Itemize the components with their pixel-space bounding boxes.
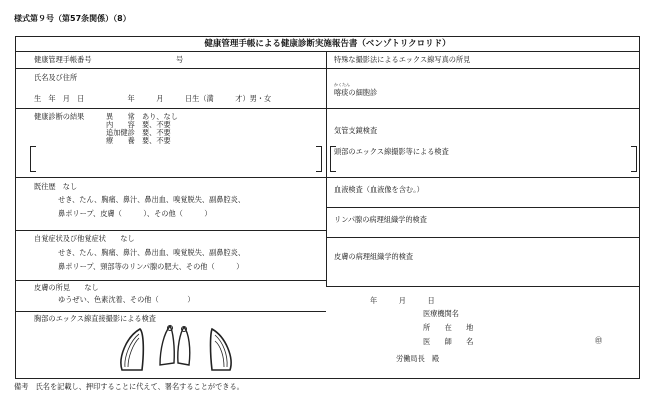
- report-title: 健康管理手帳による健康診断実施報告書（ベンゾトリクロリド）: [204, 39, 451, 49]
- exam-left-bracket: [30, 146, 36, 172]
- report-date: 年 月 日: [370, 296, 435, 305]
- birth-date-line: 生 年 月 日 年 月 日生（満 才）男・女: [34, 94, 272, 103]
- exam-result-abnormal: 異 常 あり、なし: [106, 112, 178, 121]
- left-divider-1: [15, 68, 326, 69]
- bronchoscopy-label: 気管支鏡検査: [334, 126, 378, 135]
- exam-result-options: [106, 113, 178, 145]
- form-number: 様式第９号（第57条関係）（8）: [14, 14, 131, 23]
- medical-institution-label: 医療機関名: [423, 309, 459, 318]
- seal-mark: ㊞: [595, 336, 603, 345]
- labor-bureau-addressee: 労働局長 殿: [396, 354, 440, 363]
- symptoms-label: 自覚症状及び他覚症状 なし: [34, 234, 135, 243]
- sputum-cytology-text: 喀痰の細胞診: [334, 88, 378, 97]
- title-divider: [15, 51, 640, 52]
- right-left-bracket: [330, 146, 336, 172]
- skin-findings-label: 皮膚の所見 なし: [34, 283, 99, 292]
- skin-pathology-label: 皮膚の病理組織学的検査: [334, 252, 414, 261]
- lymph-node-pathology-label: リンパ腺の病理組織学的検査: [334, 215, 427, 224]
- right-divider-1: [326, 68, 640, 69]
- right-right-bracket: [631, 146, 637, 172]
- left-divider-2: [15, 108, 326, 109]
- sputum-ruby: かくたん: [334, 82, 350, 87]
- past-history-line-2: 鼻ポリープ、皮膚（ ）、その他（ ）: [58, 209, 212, 218]
- booklet-number-label: 健康管理手帳番号: [34, 55, 92, 64]
- exam-result-additional: 追加健診 要、不要: [106, 128, 171, 137]
- doctor-name-label: 医 師 名: [423, 337, 474, 346]
- booklet-number-suffix: 号: [176, 55, 184, 64]
- exam-result-content: 内 容 要、不要: [106, 120, 171, 129]
- left-divider-6: [15, 311, 326, 312]
- past-history-label: 既往歴 なし: [34, 182, 78, 191]
- skin-findings-line: ゆうぜい、色素沈着、その他（ ）: [58, 295, 195, 304]
- right-divider-4: [326, 207, 640, 208]
- sputum-cytology-label: [334, 82, 378, 97]
- blood-test-label: 血液検査（血液像を含む。）: [334, 185, 424, 194]
- right-divider-6: [326, 286, 640, 287]
- chest-xray-label: 胸部のエックス線直接撮影による検査: [34, 314, 156, 323]
- exam-result-label: 健康診断の結果: [34, 112, 85, 121]
- name-address-label: 氏名及び住所: [34, 73, 78, 82]
- symptoms-line-2: 鼻ポリープ、頸部等のリンパ腺の肥大、その他（ ）: [58, 262, 244, 271]
- lung-diagram-icon: [112, 323, 242, 373]
- head-xray-label: 頭部のエックス線撮影等による検査: [334, 147, 449, 156]
- past-history-line-1: せき、たん、胸痛、鼻汁、鼻出血、嗅覚脱失、副鼻腔炎、: [58, 195, 246, 204]
- center-divider: [326, 51, 327, 286]
- exam-right-bracket: [316, 146, 322, 172]
- right-divider-3: [326, 177, 640, 178]
- symptoms-line-1: せき、たん、胸痛、鼻汁、鼻出血、嗅覚脱失、副鼻腔炎、: [58, 248, 246, 257]
- special-xray-label: 特殊な撮影法によるエックス線写真の所見: [334, 55, 471, 64]
- right-divider-2: [326, 108, 640, 109]
- left-divider-5: [15, 280, 326, 281]
- footnote: 備考 氏名を記載し、押印することに代えて、署名することができる。: [14, 382, 244, 391]
- right-divider-5: [326, 237, 640, 238]
- location-label: 所 在 地: [423, 323, 474, 332]
- left-divider-3: [15, 177, 326, 178]
- exam-result-treatment: 療 養 要、不要: [106, 136, 171, 145]
- left-divider-4: [15, 230, 326, 231]
